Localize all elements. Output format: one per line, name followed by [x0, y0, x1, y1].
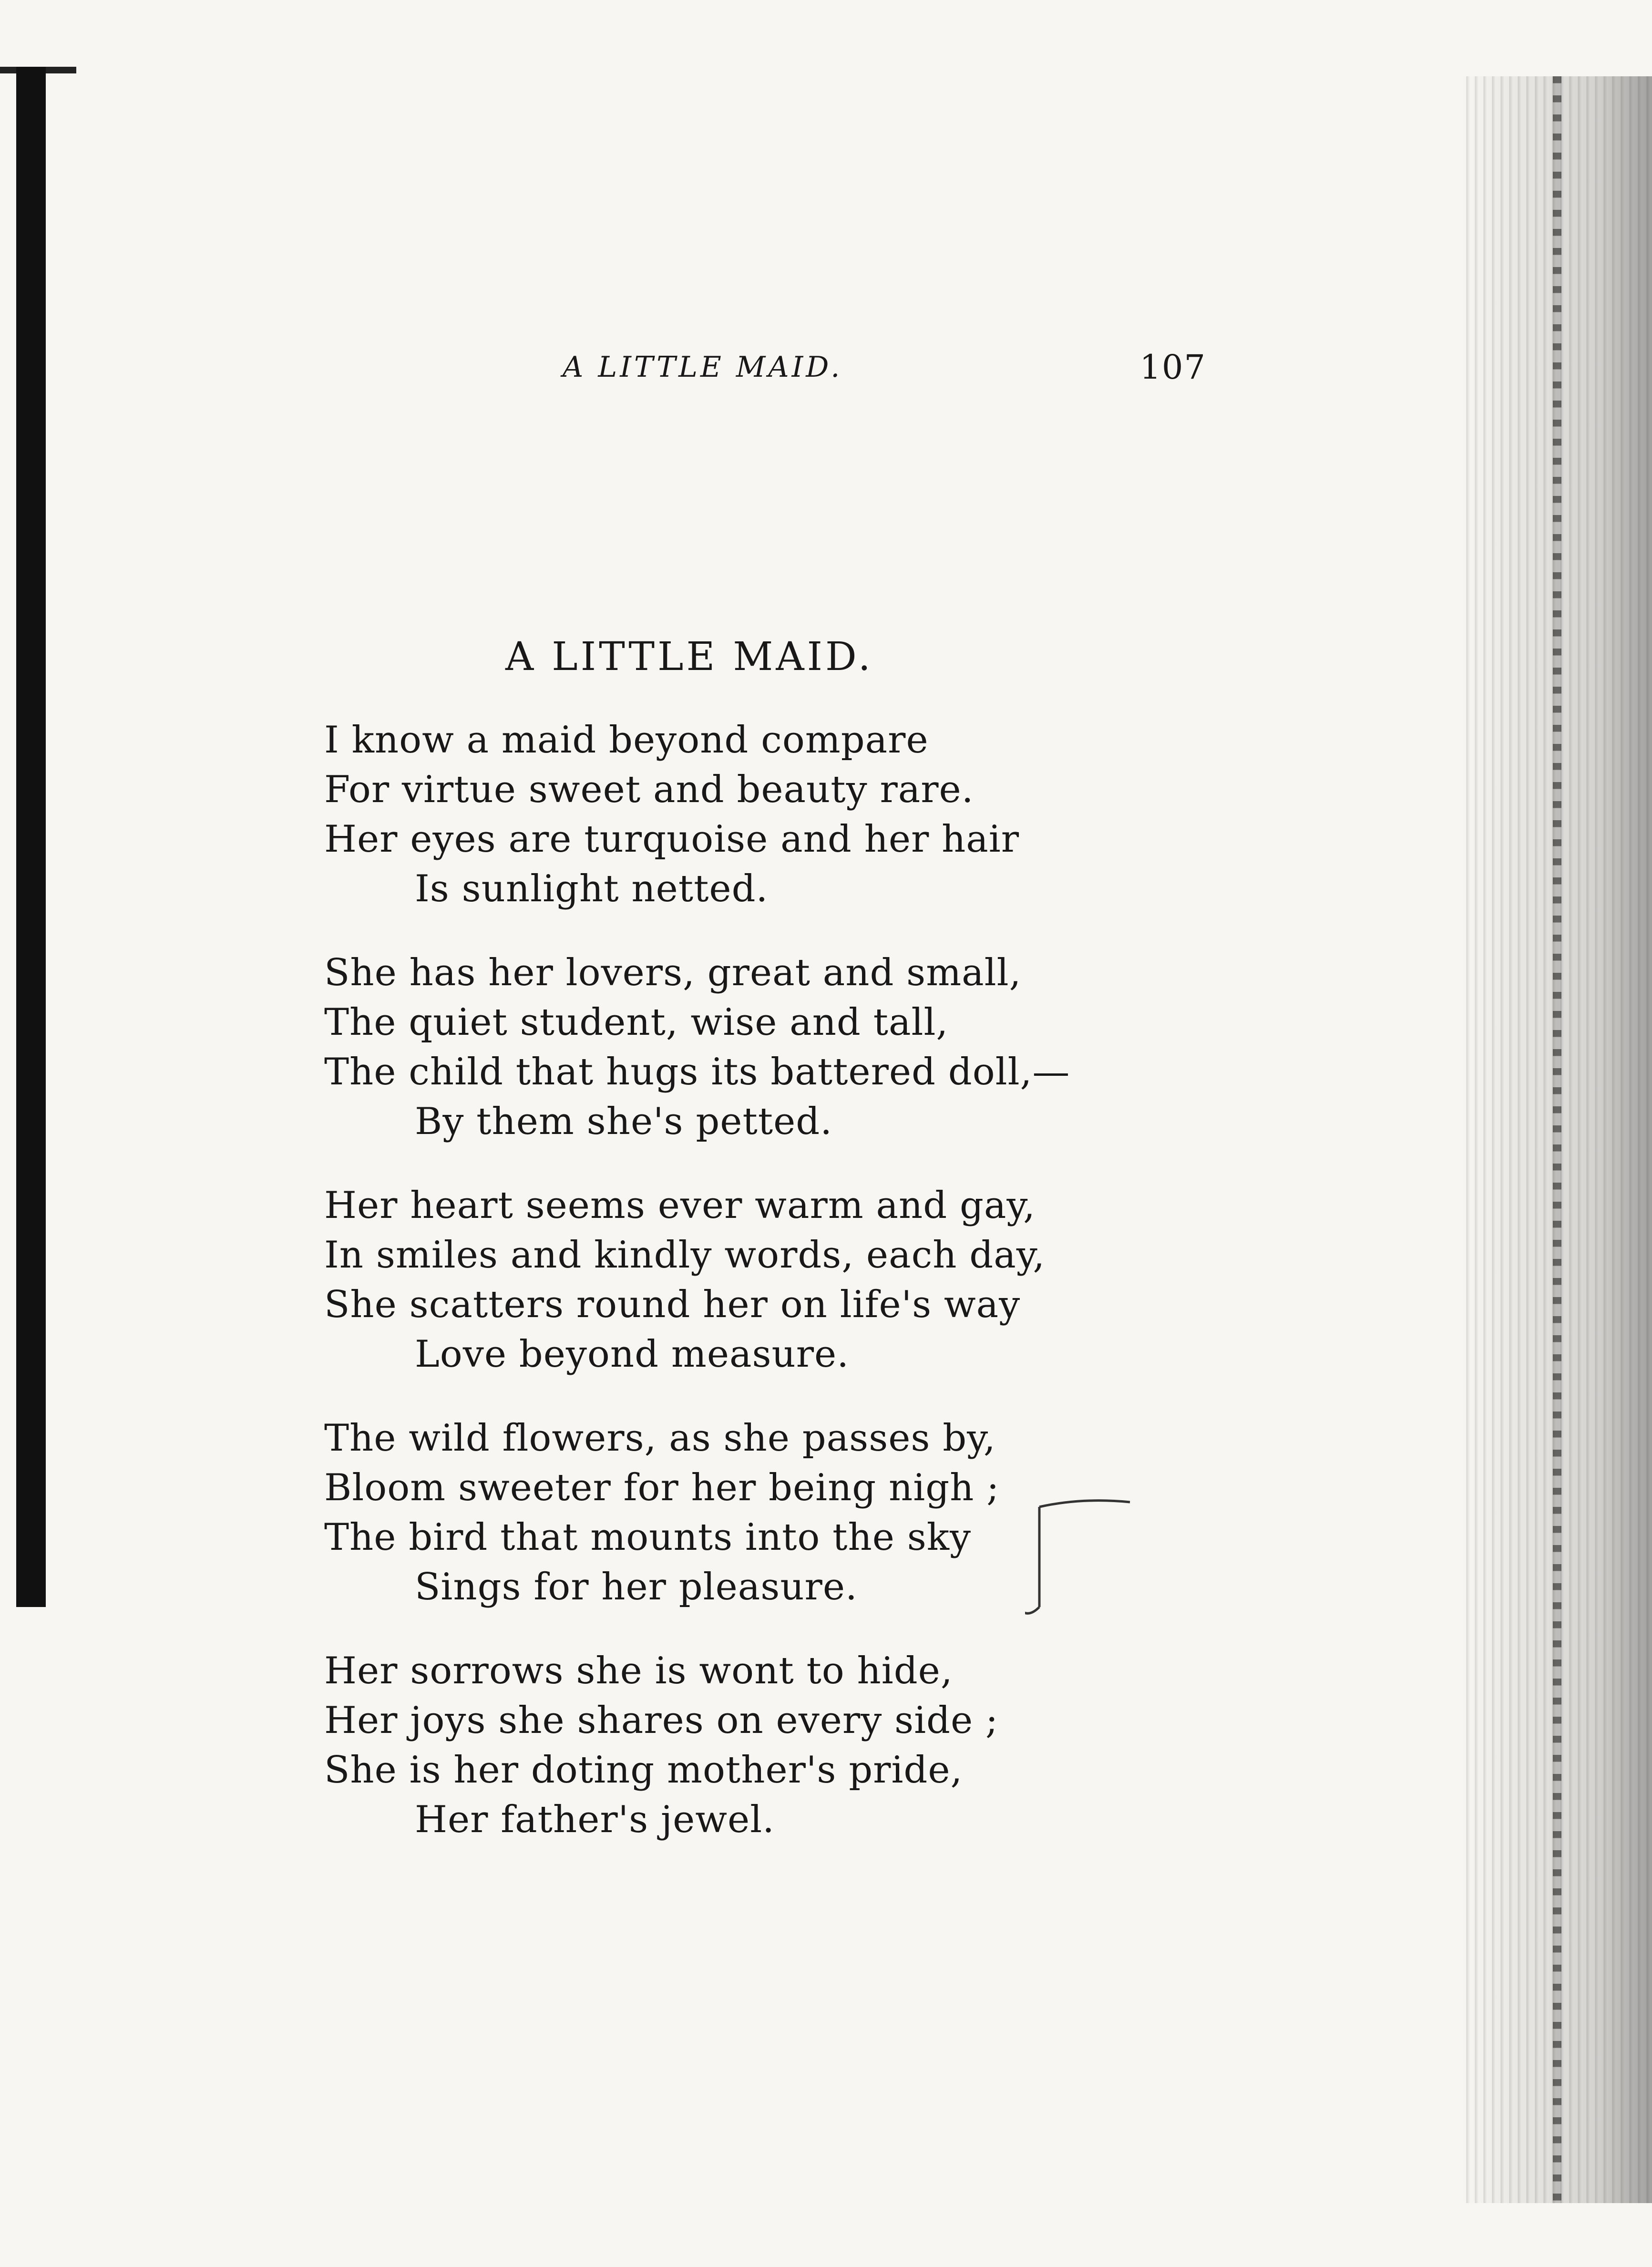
page-header: [563, 350, 1206, 393]
pencil-bracket-mark: [1025, 1488, 1139, 1631]
poem-refrain-line: By them she's petted.: [415, 1100, 833, 1143]
poem-refrain-line: Love beyond measure.: [415, 1333, 849, 1376]
poem-line: The wild flowers, as she passes by,: [324, 1417, 996, 1460]
stanza: [324, 715, 1159, 914]
stanza: [324, 1646, 1159, 1845]
poem-line: The bird that mounts into the sky: [324, 1516, 972, 1559]
poem-line: Bloom sweeter for her being nigh ;: [324, 1466, 1000, 1509]
poem-line: She has her lovers, great and small,: [324, 951, 1022, 994]
poem-line: She is her doting mother's pride,: [324, 1749, 963, 1792]
poem-line: The child that hugs its battered doll,—: [324, 1051, 1070, 1093]
poem-line: Her sorrows she is wont to hide,: [324, 1649, 953, 1692]
poem-line: I know a maid beyond compare: [324, 719, 929, 762]
stanza: [324, 1181, 1159, 1379]
poem-title: A LITTLE MAID.: [505, 634, 873, 680]
poem-refrain-line: Sings for her pleasure.: [415, 1566, 858, 1608]
poem-body: [324, 715, 1159, 1879]
poem-line: Her eyes are turquoise and her hair: [324, 818, 1020, 861]
poem-refrain-line: Is sunlight netted.: [415, 867, 769, 910]
poem-line: She scatters round her on life's way: [324, 1283, 1021, 1326]
poem-line: In smiles and kindly words, each day,: [324, 1234, 1046, 1277]
stanza: [324, 948, 1159, 1146]
poem-line: The quiet student, wise and tall,: [324, 1001, 949, 1044]
scan-spine-edge: [1553, 76, 1561, 2203]
poem-line: Her heart seems ever warm and gay,: [324, 1184, 1036, 1227]
poem-line: Her joys she shares on every side ;: [324, 1699, 999, 1742]
running-title: A LITTLE MAID.: [563, 350, 843, 384]
poem-refrain-line: Her father's jewel.: [415, 1798, 775, 1841]
scan-binding-shadow: [16, 67, 46, 1607]
poem-line: For virtue sweet and beauty rare.: [324, 768, 974, 811]
page-number: 107: [1139, 348, 1206, 387]
